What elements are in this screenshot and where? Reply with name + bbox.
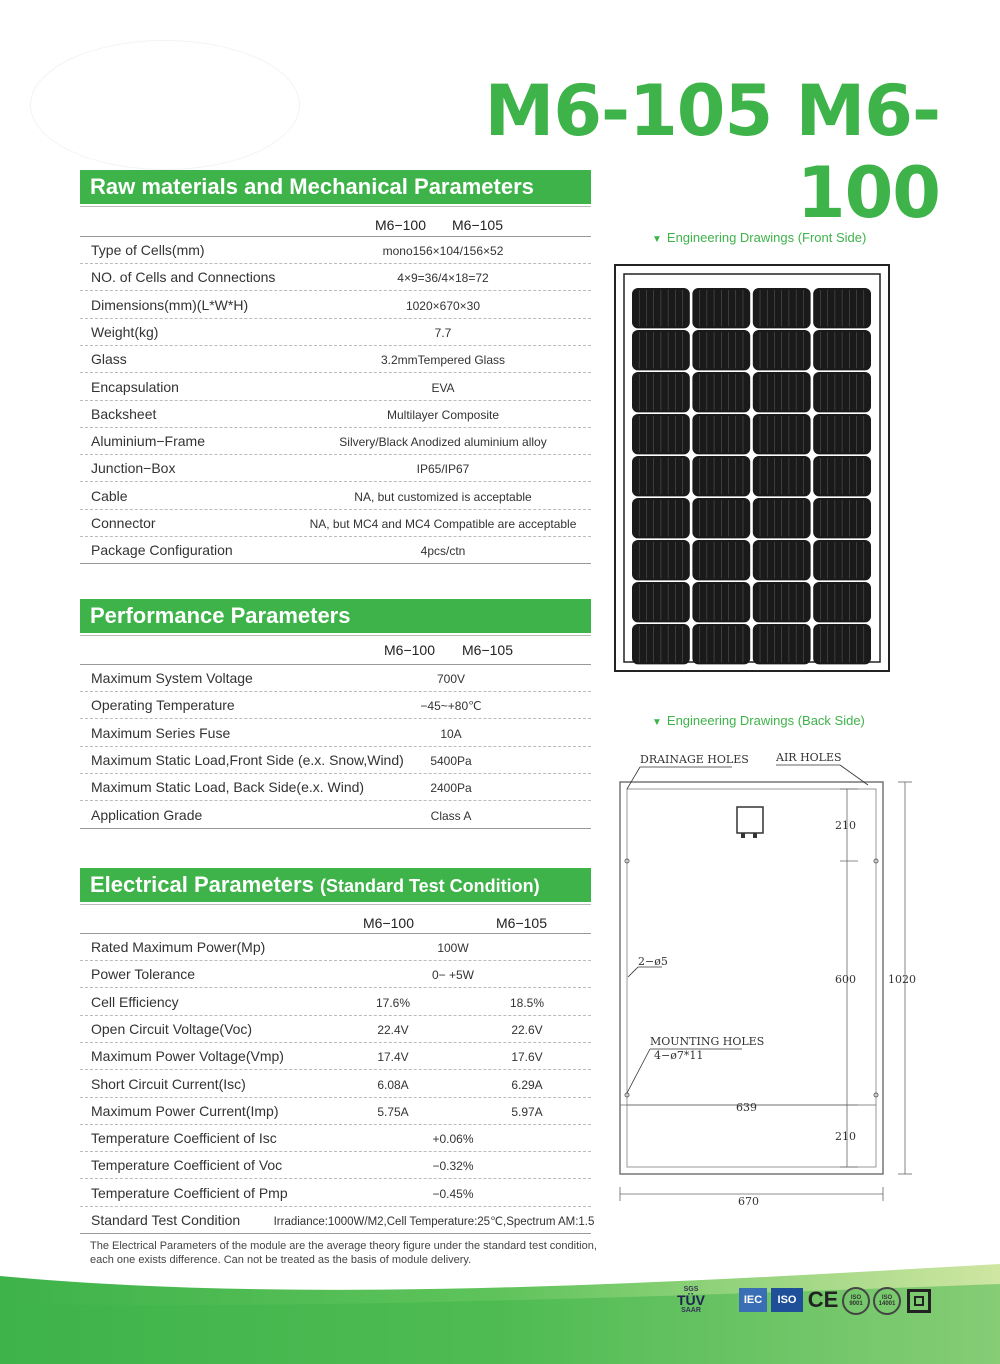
table-row xyxy=(80,1043,591,1070)
row-value: 5400Pa xyxy=(430,753,472,768)
row-label: Junction−Box xyxy=(91,460,176,477)
triangle-icon: ▼ xyxy=(652,717,662,728)
table-row xyxy=(80,455,591,482)
table-row xyxy=(80,374,591,401)
table-row xyxy=(80,537,591,564)
row-label: Cell Efficiency xyxy=(91,993,179,1010)
row-value: 1020×670×30 xyxy=(405,298,481,313)
table-row xyxy=(80,346,591,373)
row-value: mono156×104/156×52 xyxy=(382,244,504,258)
row-label: Operating Temperature xyxy=(91,697,235,714)
dim-1020: 1020 xyxy=(888,973,916,986)
model-label-2: M6−105 xyxy=(462,642,513,658)
row-value-model-1: 22.4V xyxy=(377,1022,409,1037)
model-label-1: M6−100 xyxy=(363,915,414,931)
hole-note: 2−ø5 xyxy=(638,955,668,968)
row-label: Rated Maximum Power(Mp) xyxy=(91,939,266,955)
row-value: NA, but MC4 and MC4 Compatible are acceptable xyxy=(309,517,577,531)
table-row xyxy=(80,264,591,291)
row-value: 4pcs/ctn xyxy=(420,544,466,559)
row-label: Power Tolerance xyxy=(91,966,196,983)
table-row xyxy=(80,483,591,510)
footnote: The Electrical Parameters of the module are the average theory figure under the standard test condition, each one exists difference. Can not be treated as the basis of module delivery. xyxy=(90,1240,597,1266)
table-row xyxy=(80,665,591,692)
table-row xyxy=(80,1071,591,1098)
electrical-heading: Electrical Parameters (Standard Test Condition) xyxy=(80,868,591,902)
table-row xyxy=(80,1098,591,1125)
row-label: Maximum Power Voltage(Vmp) xyxy=(91,1048,284,1065)
row-label: Maximum Series Fuse xyxy=(91,724,231,741)
row-value: 10A xyxy=(440,726,462,741)
dim-210-top: 210 xyxy=(835,819,856,832)
row-value: 3.2mmTempered Glass xyxy=(380,353,506,368)
row-value: −0.32% xyxy=(432,1159,474,1174)
row-value: −0.45% xyxy=(432,1186,474,1201)
row-value: NA, but customized is acceptable xyxy=(354,489,532,504)
table-row xyxy=(80,774,591,801)
row-label: Open Circuit Voltage(Voc) xyxy=(91,1020,253,1037)
row-label: Dimensions(mm)(L*W*H) xyxy=(91,296,249,313)
dim-210-bottom: 210 xyxy=(835,1130,856,1143)
row-value-model-1: 17.4V xyxy=(377,1050,409,1065)
dim-670: 670 xyxy=(738,1195,759,1208)
row-label: Connector xyxy=(91,515,156,531)
drainage-holes-label: DRAINAGE HOLES xyxy=(640,753,749,766)
table-row xyxy=(80,934,591,961)
table-row xyxy=(80,989,591,1016)
iso-logo: ISO xyxy=(771,1288,803,1312)
row-label: Type of Cells(mm) xyxy=(91,242,205,258)
row-label: Temperature Coefficient of Voc xyxy=(91,1157,283,1174)
mounting-holes-spec: 4−ø7*11 xyxy=(654,1049,704,1062)
iec-logo: IEC xyxy=(739,1288,767,1312)
row-value-model-2: 17.6V xyxy=(511,1050,543,1065)
table-row xyxy=(80,292,591,319)
row-label: Weight(kg) xyxy=(91,323,159,340)
row-label: Maximum Static Load,Front Side (e.x. Snow,Wind) xyxy=(91,751,404,768)
row-value-model-1: 6.08A xyxy=(377,1077,409,1092)
row-label: NO. of Cells and Connections xyxy=(91,269,276,286)
row-label: Maximum Static Load, Back Side(e.x. Wind) xyxy=(91,779,365,796)
row-value-model-2: 22.6V xyxy=(511,1022,543,1037)
tuv-logo: SGS TÜV SAAR xyxy=(677,1286,705,1314)
row-value-model-2: 6.29A xyxy=(511,1077,543,1092)
model-label-1: M6−100 xyxy=(375,217,426,233)
front-side-drawing xyxy=(614,264,890,672)
row-label: Short Circuit Current(Isc) xyxy=(91,1075,246,1092)
back-drawing-label: ▼ Engineering Drawings (Back Side) xyxy=(652,713,865,728)
row-label: Temperature Coefficient of Pmp xyxy=(91,1184,288,1201)
table-row xyxy=(80,692,591,719)
mounting-holes-label: MOUNTING HOLES xyxy=(650,1035,765,1048)
table-row xyxy=(80,510,591,537)
performance-heading: Performance Parameters xyxy=(80,599,591,633)
row-label: Cable xyxy=(91,487,128,504)
table-row xyxy=(80,1125,591,1152)
front-drawing-label: ▼ Engineering Drawings (Front Side) xyxy=(652,230,867,245)
table-row xyxy=(80,1016,591,1043)
iso14001-seal: ISO 14001 xyxy=(873,1287,901,1315)
iso9001-seal: ISO 9001 xyxy=(842,1287,870,1315)
row-value-model-2: 5.97A xyxy=(511,1104,543,1119)
table-row xyxy=(80,1152,591,1179)
row-label: Backsheet xyxy=(91,405,157,422)
row-label: Encapsulation xyxy=(91,378,179,395)
dim-639: 639 xyxy=(736,1101,757,1114)
model-label-1: M6−100 xyxy=(384,642,435,658)
table-row xyxy=(80,1180,591,1207)
divider xyxy=(80,904,591,905)
ce-mark: CE xyxy=(807,1287,839,1312)
row-label: Maximum Power Current(Imp) xyxy=(91,1102,279,1119)
row-value-model-1: 5.75A xyxy=(377,1104,409,1119)
row-label: Package Configuration xyxy=(91,542,233,559)
row-label: Application Grade xyxy=(91,806,203,823)
row-value: EVA xyxy=(431,380,455,395)
square-mark-icon xyxy=(907,1289,931,1313)
dim-600: 600 xyxy=(835,973,856,986)
row-label: Glass xyxy=(91,351,127,368)
row-value: Multilayer Composite xyxy=(386,407,500,422)
table-row xyxy=(80,802,591,829)
triangle-icon: ▼ xyxy=(652,234,662,245)
row-value: Irradiance:1000W/M2,Cell Temperature:25℃,Spectrum AM:1.5 xyxy=(273,1216,595,1228)
row-label: Temperature Coefficient of Isc xyxy=(91,1130,277,1147)
divider xyxy=(80,635,591,636)
row-value: 0− +5W xyxy=(431,968,475,983)
row-label: Aluminium−Frame xyxy=(91,433,205,450)
row-label: Maximum System Voltage xyxy=(91,670,253,686)
row-value-model-2: 18.5% xyxy=(509,995,545,1010)
decorative-oval xyxy=(30,40,300,170)
row-value: 100W xyxy=(437,941,469,955)
row-value-model-1: 17.6% xyxy=(375,995,411,1010)
row-value: 2400Pa xyxy=(430,781,472,796)
table-row xyxy=(80,319,591,346)
back-side-drawing xyxy=(600,745,930,1215)
row-value: 4×9=36/4×18=72 xyxy=(397,271,489,286)
row-value: 7.7 xyxy=(434,325,452,340)
row-value: −45~+80℃ xyxy=(420,699,482,714)
raw-materials-heading: Raw materials and Mechanical Parameters xyxy=(80,170,591,204)
row-label: Standard Test Condition xyxy=(91,1212,241,1228)
page-title: M6-105 M6-100 xyxy=(484,70,940,234)
air-holes-label: AIR HOLES xyxy=(776,751,842,764)
table-row xyxy=(80,1207,595,1234)
model-label-2: M6−105 xyxy=(496,915,547,931)
table-row xyxy=(80,401,591,428)
row-value: +0.06% xyxy=(432,1132,474,1147)
row-value: 700V xyxy=(436,672,466,686)
table-row xyxy=(80,428,591,455)
model-label-2: M6−105 xyxy=(452,217,503,233)
table-row xyxy=(80,961,591,988)
divider xyxy=(80,206,591,207)
table-row xyxy=(80,720,591,747)
row-value: Class A xyxy=(430,808,472,823)
table-row xyxy=(80,747,591,774)
row-value: IP65/IP67 xyxy=(416,462,470,477)
row-value: Silvery/Black Anodized aluminium alloy xyxy=(339,435,547,450)
table-row xyxy=(80,237,591,264)
